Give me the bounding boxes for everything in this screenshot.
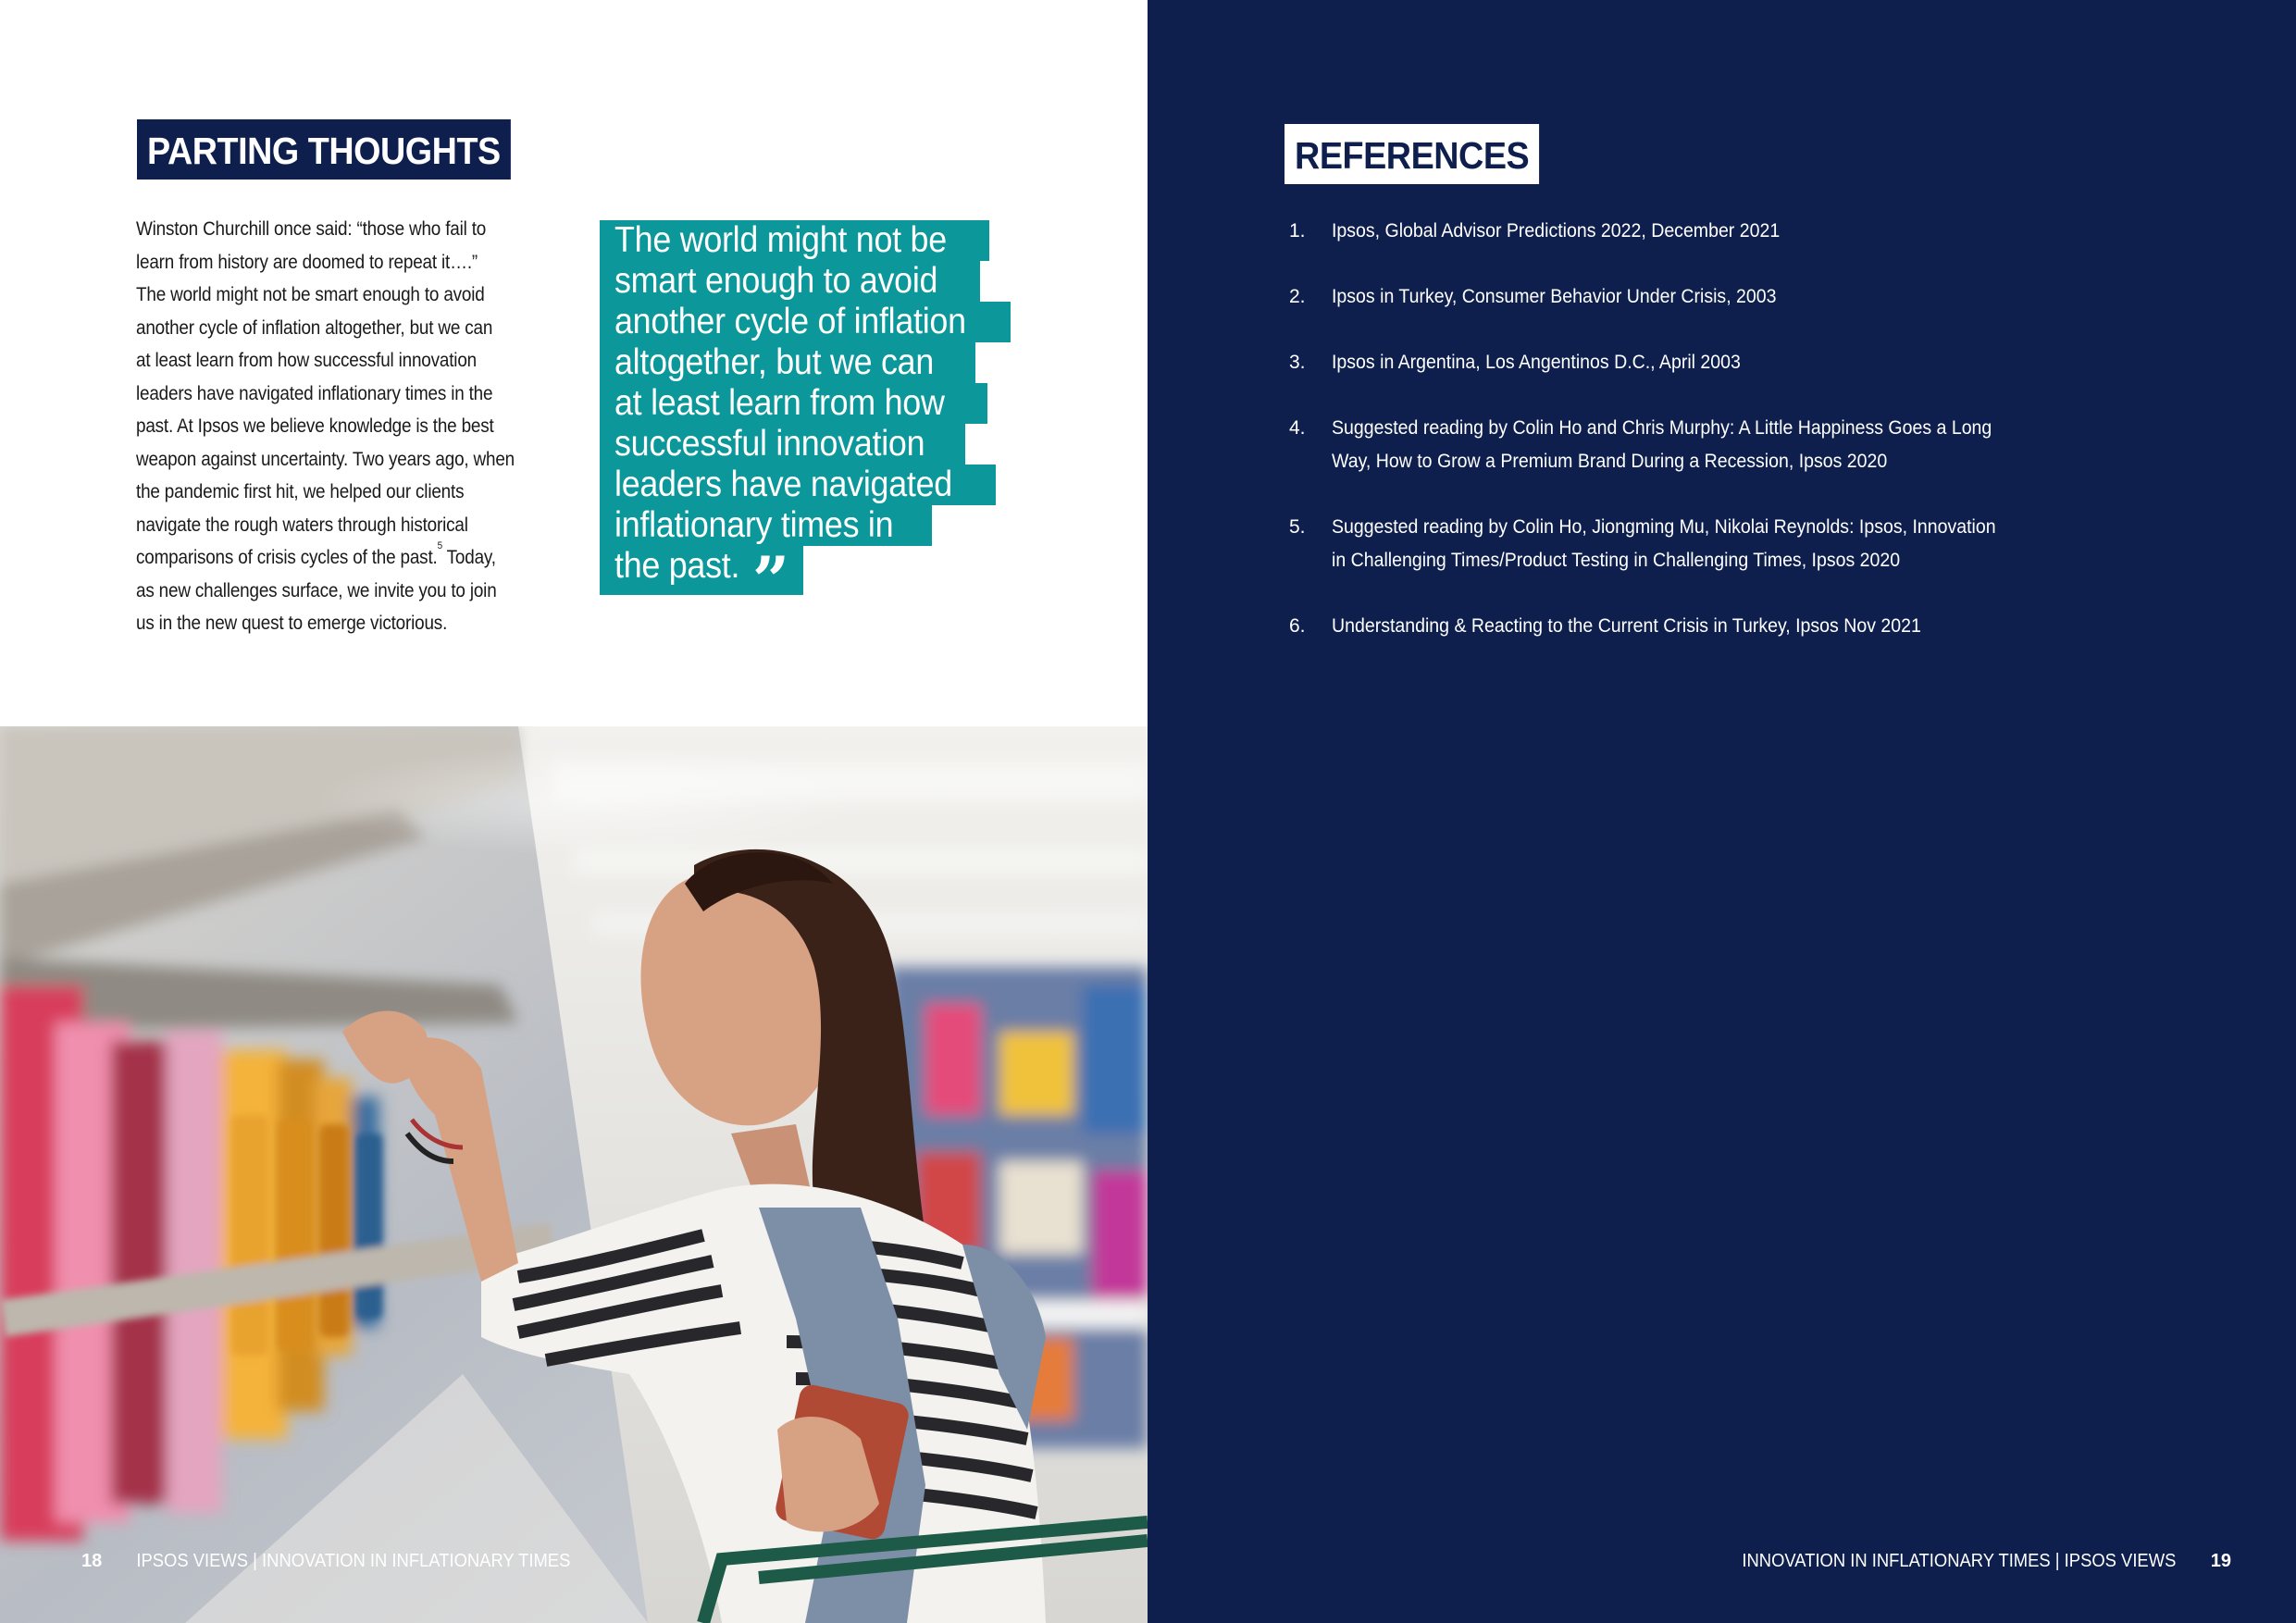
reference-text: Suggested reading by Colin Ho and Chris Murphy: A Little Happiness Goes a Long Way, How to Grow a Premium Brand During a Recession, Ipsos 2020 [1332,417,1992,472]
body-line-text: Today, [441,547,496,568]
footer-right [1723,1551,2231,1572]
body-line: another cycle of inflation altogether, but we can [136,316,493,339]
pull-quote-line: altogether, but we can [600,342,975,383]
body-line: past. At Ipsos we believe knowledge is the best [136,415,494,437]
page-number: 19 [2210,1551,2231,1571]
body-line: leaders have navigated inflationary times in the [136,382,493,404]
right-page [1148,0,2296,1623]
page-number: 18 [81,1551,103,1571]
footer-text: INNOVATION IN INFLATIONARY TIMES | IPSOS VIEWS [1742,1551,2177,1571]
reference-text: Ipsos, Global Advisor Predictions 2022, December 2021 [1332,220,1781,242]
reference-text: Understanding & Reacting to the Current Crisis in Turkey, Ipsos Nov 2021 [1332,615,1921,637]
references-list [1289,215,2122,675]
reference-text: Suggested reading by Colin Ho, Jiongming Mu, Nikolai Reynolds: Ipsos, Innovation in Challenging Times/Product Testing in Challenging Times, Ipsos 2020 [1332,516,1996,571]
body-line: at least learn from how successful innovation [136,350,478,371]
pull-quote [600,220,1011,619]
body-line [136,541,519,575]
reference-item [1289,412,2122,478]
pull-quote-line: another cycle of inflation [600,302,1011,342]
woman-shopping-photo [0,726,1148,1623]
reference-number: 4. [1289,417,1306,439]
pull-quote-line: inflationary times in [600,505,932,546]
body-line: navigate the rough waters through historical [136,514,468,536]
reference-number: 3. [1289,352,1306,373]
reference-item [1289,511,2122,577]
body-line: The world might not be smart enough to avoid [136,284,485,305]
pull-quote-line: successful innovation [600,424,965,465]
body-line: weapon against uncertainty. Two years ago, when [136,448,515,470]
body-line: us in the new quest to emerge victorious. [136,613,448,634]
section-heading-references: REFERENCES [1285,124,1539,184]
pull-quote-line: leaders have navigated [600,465,996,505]
photo-illustration [0,726,1148,1623]
body-line: learn from history are doomed to repeat it….” [136,251,478,273]
body-line: as new challenges surface, we invite you to join [136,579,497,601]
footer-left [81,1551,590,1572]
pull-quote-line: the past. ” [600,546,803,595]
reference-item [1289,215,2122,248]
section-heading-parting-thoughts: PARTING THOUGHTS [137,119,511,180]
reference-item [1289,346,2122,379]
pull-quote-line: smart enough to avoid [600,261,980,302]
reference-number: 2. [1289,286,1306,307]
body-line: Winston Churchill once said: “those who fail to [136,218,487,240]
reference-text: Ipsos in Turkey, Consumer Behavior Under Crisis, 2003 [1332,286,1777,307]
footer-text: IPSOS VIEWS | INNOVATION IN INFLATIONARY TIMES [136,1551,571,1571]
reference-text: Ipsos in Argentina, Los Angentinos D.C., April 2003 [1332,352,1741,373]
reference-item [1289,610,2122,643]
body-line-text: comparisons of crisis cycles of the past. [136,547,438,568]
body-paragraph [136,213,562,640]
reference-number: 6. [1289,615,1306,637]
pull-quote-line: at least learn from how [600,383,987,424]
pull-quote-line: The world might not be [600,220,989,261]
footnote-marker: 5 [437,540,442,551]
reference-number: 5. [1289,516,1306,538]
body-line: the pandemic first hit, we helped our clients [136,481,465,502]
closing-quote-icon: ” [751,542,789,619]
reference-item [1289,280,2122,314]
reference-number: 1. [1289,220,1306,242]
